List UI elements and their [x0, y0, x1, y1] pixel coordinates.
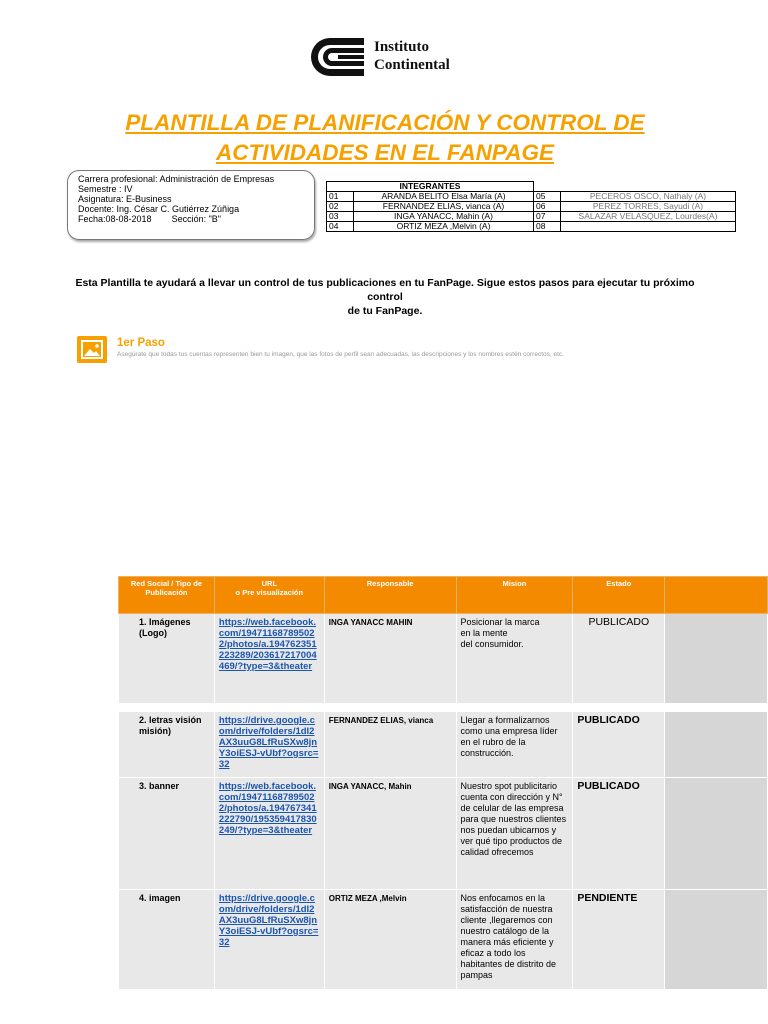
col-header-url: URL o Pre visualización — [214, 577, 324, 614]
page-title — [100, 108, 670, 168]
member-name — [561, 222, 736, 232]
col-header-extra — [665, 577, 768, 614]
col-header-estado: Estado — [573, 577, 665, 614]
intro-line2: de tu FanPage. — [347, 305, 423, 317]
table-row — [119, 778, 768, 890]
info-docente: Docente: Ing. César C. Gutiérrez Zúñiga — [78, 204, 240, 214]
member-num: 05 — [534, 192, 561, 202]
integrante-row — [327, 202, 736, 212]
cell-estado: PENDIENTE — [573, 890, 665, 990]
cell-responsable: ORTIZ MEZA ,Melvin — [324, 890, 456, 990]
cell-url — [214, 890, 324, 990]
cell-responsable: FERNANDEZ ELIAS, vianca — [324, 712, 456, 778]
cell-tipo: 2. letras visión misión) — [119, 712, 215, 778]
cell-extra — [665, 712, 768, 778]
col-header-mision: Mision — [456, 577, 573, 614]
member-name: ORTIZ MEZA ,Melvin (A) — [354, 222, 534, 232]
cell-tipo: 4. imagen — [119, 890, 215, 990]
cell-url — [214, 778, 324, 890]
info-semestre: Semestre : IV — [78, 184, 133, 194]
member-num: 07 — [534, 212, 561, 222]
cell-tipo: 3. banner — [119, 778, 215, 890]
cell-responsable: INGA YANACC MAHIN — [324, 614, 456, 704]
integrante-row — [327, 192, 736, 202]
cell-extra — [665, 890, 768, 990]
logo-line2: Continental — [374, 57, 450, 73]
member-num: 08 — [534, 222, 561, 232]
member-name: ARANDA BELITO Elsa María (A) — [354, 192, 534, 202]
member-num: 06 — [534, 202, 561, 212]
info-carrera: Carrera profesional: Administración de Empresas — [78, 174, 275, 184]
title-line1: PLANTILLA DE PLANIFICACIÓN Y CONTROL DE — [125, 110, 645, 135]
cell-estado: PUBLICADO — [573, 778, 665, 890]
course-info-box — [67, 170, 315, 240]
step1-description: Asegúrate que todas tus cuentas representen bien tu imagen, que las fotos de perfil sean adecuadas, las descripciones y los nombres estén correctos, etc. — [117, 351, 564, 358]
member-num: 02 — [327, 202, 354, 212]
table-row — [119, 614, 768, 704]
info-seccion: Sección: "B" — [171, 214, 221, 224]
cell-tipo: 1. Imágenes (Logo) — [119, 614, 215, 704]
title-line2: ACTIVIDADES EN EL FANPAGE — [216, 140, 554, 165]
member-num: 03 — [327, 212, 354, 222]
cell-mision: Nuestro spot publicitario cuenta con dirección y N° de celular de las empresa para que nuestros clientes nos puedan ubicarnos y ver qué tipo productos de calidad ofrecemos — [456, 778, 573, 890]
integrante-row — [327, 212, 736, 222]
col-header-tipo: Red Social / Tipo de Publicación — [119, 577, 215, 614]
table-header-row — [119, 577, 768, 614]
table-row — [119, 712, 768, 778]
url-link[interactable]: https://drive.google.com/drive/folders/1dI2AX3uuG8LfRuSXw8jnY3oiESJ-vUbf?ogsrc=32 — [218, 715, 319, 770]
logo-line1: Instituto — [374, 39, 430, 55]
intro-text — [60, 276, 710, 318]
member-name: PEREZ TORRES, Sayudi (A) — [561, 202, 736, 212]
member-name: SALAZAR VELASQUEZ, Lourdes(A) — [561, 212, 736, 222]
cell-estado: PUBLICADO — [573, 614, 665, 704]
member-num: 04 — [327, 222, 354, 232]
cell-url — [214, 614, 324, 704]
url-link[interactable]: https://web.facebook.com/194711687895022/photos/a.194767341222790/195359417830249/?type=3&theater — [218, 781, 317, 836]
member-name: PECEROS OSCO, Nathaly (A) — [561, 192, 736, 202]
member-name: INGA YANACC, Mahin (A) — [354, 212, 534, 222]
integrantes-header: INTEGRANTES — [327, 182, 534, 192]
continental-logo-icon — [308, 36, 368, 78]
table-row — [119, 890, 768, 990]
url-link[interactable]: https://web.facebook.com/194711687895022/photos/a.194762351223289/203617217004469/?type=3&theater — [218, 617, 317, 672]
col-header-responsable: Responsable — [324, 577, 456, 614]
fanpage-control-table — [118, 576, 768, 990]
url-link[interactable]: https://drive.google.com/drive/folders/1dI2AX3uuG8LfRuSXw8jnY3oiESJ-vUbf?ogsrc=32 — [218, 893, 319, 948]
cell-responsable: INGA YANACC, Mahin — [324, 778, 456, 890]
member-num: 01 — [327, 192, 354, 202]
intro-line1: Esta Plantilla te ayudará a llevar un control de tus publicaciones en tu FanPage. Sigue estos pasos para ejecutar tu próximo control — [75, 277, 695, 303]
image-icon — [77, 336, 107, 363]
cell-mision: Nos enfocamos en la satisfacción de nuestra cliente ,llegaremos con nuestro catálogo de la manera más eficiente y eficaz a todo los habitantes de distrito de pampas — [456, 890, 573, 990]
info-asignatura: Asignatura: E-Business — [78, 194, 172, 204]
step1-title: 1er Paso — [117, 337, 165, 349]
cell-mision: Posicionar la marca en la mente del consumidor. — [456, 614, 573, 704]
cell-url — [214, 712, 324, 778]
cell-estado: PUBLICADO — [573, 712, 665, 778]
info-fecha-seccion — [78, 214, 314, 224]
cell-extra — [665, 778, 768, 890]
integrante-row — [327, 222, 736, 232]
cell-extra — [665, 614, 768, 704]
member-name: FERNANDEZ ELIAS, vianca (A) — [354, 202, 534, 212]
institute-logo — [308, 36, 468, 84]
integrantes-table — [326, 181, 736, 232]
info-fecha: Fecha:08-08-2018 — [78, 214, 152, 224]
cell-mision: Llegar a formalizarnos como una empresa líder en el rubro de la construcción. — [456, 712, 573, 778]
